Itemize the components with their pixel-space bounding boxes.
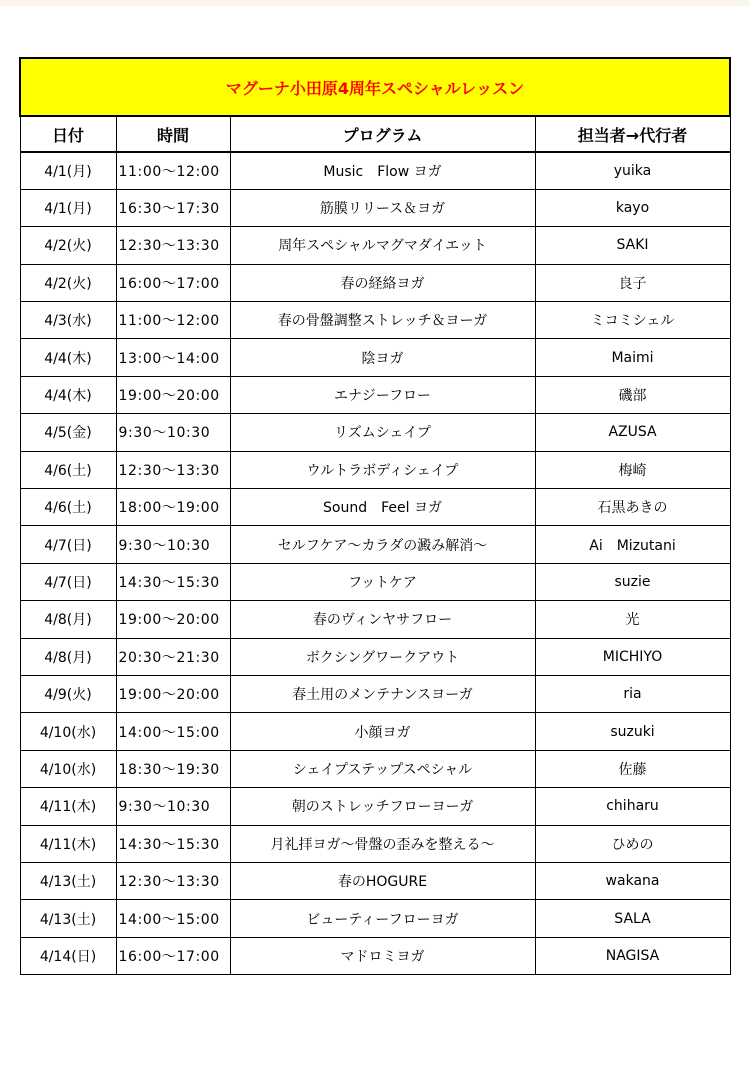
time-cell: 14:00～15:00 <box>116 713 230 750</box>
instructor-cell: suzie <box>535 563 730 600</box>
instructor-cell: Ai Mizutani <box>535 526 730 563</box>
table-row <box>20 937 730 974</box>
table-row <box>20 152 730 189</box>
table-row <box>20 825 730 862</box>
program-cell: ウルトラボディシェイプ <box>230 451 535 488</box>
date-cell: 4/9(火) <box>20 675 116 712</box>
date-cell: 4/10(水) <box>20 713 116 750</box>
date-cell: 4/3(水) <box>20 302 116 339</box>
table-row <box>20 339 730 376</box>
date-cell: 4/4(木) <box>20 339 116 376</box>
time-cell: 19:00～20:00 <box>116 601 230 638</box>
date-cell: 4/6(土) <box>20 451 116 488</box>
program-cell: 周年スペシャルマグマダイエット <box>230 227 535 264</box>
program-cell: リズムシェイプ <box>230 414 535 451</box>
program-cell: 春のヴィンヤサフロー <box>230 601 535 638</box>
program-cell: 月礼拝ヨガ～骨盤の歪みを整える～ <box>230 825 535 862</box>
time-cell: 12:30～13:30 <box>116 451 230 488</box>
header-row <box>20 116 730 152</box>
instructor-cell: wakana <box>535 862 730 899</box>
table-row <box>20 563 730 600</box>
table-row <box>20 601 730 638</box>
instructor-cell: AZUSA <box>535 414 730 451</box>
time-cell: 14:00～15:00 <box>116 900 230 937</box>
program-cell: セルフケア～カラダの澱み解消～ <box>230 526 535 563</box>
date-cell: 4/4(木) <box>20 376 116 413</box>
table-row <box>20 414 730 451</box>
time-cell: 9:30～10:30 <box>116 526 230 563</box>
table-row <box>20 376 730 413</box>
program-cell: シェイプステップスペシャル <box>230 750 535 787</box>
date-cell: 4/11(木) <box>20 788 116 825</box>
program-cell: 小顔ヨガ <box>230 713 535 750</box>
instructor-cell: Maimi <box>535 339 730 376</box>
time-cell: 12:30～13:30 <box>116 227 230 264</box>
table-row <box>20 451 730 488</box>
time-cell: 9:30～10:30 <box>116 788 230 825</box>
program-cell: 陰ヨガ <box>230 339 535 376</box>
instructor-cell: 梅崎 <box>535 451 730 488</box>
date-cell: 4/1(月) <box>20 189 116 226</box>
table-row <box>20 675 730 712</box>
instructor-cell: MICHIYO <box>535 638 730 675</box>
program-cell: ボクシングワークアウト <box>230 638 535 675</box>
date-cell: 4/6(土) <box>20 489 116 526</box>
table-row <box>20 713 730 750</box>
date-cell: 4/2(火) <box>20 227 116 264</box>
table-row <box>20 264 730 301</box>
instructor-cell: suzuki <box>535 713 730 750</box>
instructor-cell: ひめの <box>535 825 730 862</box>
time-cell: 11:00～12:00 <box>116 152 230 189</box>
instructor-cell: SAKI <box>535 227 730 264</box>
time-cell: 16:30～17:30 <box>116 189 230 226</box>
instructor-cell: yuika <box>535 152 730 189</box>
table-row <box>20 750 730 787</box>
top-strip <box>0 0 750 6</box>
time-cell: 20:30～21:30 <box>116 638 230 675</box>
program-cell: Music Flow ヨガ <box>230 152 535 189</box>
time-cell: 18:30～19:30 <box>116 750 230 787</box>
page-title: マグーナ小田原4周年スペシャルレッスン <box>20 58 730 116</box>
instructor-cell: NAGISA <box>535 937 730 974</box>
date-cell: 4/13(土) <box>20 862 116 899</box>
instructor-cell: 良子 <box>535 264 730 301</box>
program-cell: フットケア <box>230 563 535 600</box>
time-cell: 19:00～20:00 <box>116 675 230 712</box>
date-cell: 4/1(月) <box>20 152 116 189</box>
date-cell: 4/11(木) <box>20 825 116 862</box>
table-row <box>20 862 730 899</box>
date-cell: 4/7(日) <box>20 563 116 600</box>
table-row <box>20 900 730 937</box>
program-cell: 春土用のメンテナンスヨーガ <box>230 675 535 712</box>
time-cell: 14:30～15:30 <box>116 825 230 862</box>
table-row <box>20 189 730 226</box>
time-cell: 9:30～10:30 <box>116 414 230 451</box>
table-row <box>20 227 730 264</box>
table-row <box>20 489 730 526</box>
date-cell: 4/2(火) <box>20 264 116 301</box>
instructor-cell: ria <box>535 675 730 712</box>
time-column-header: 時間 <box>116 116 230 152</box>
date-cell: 4/8(月) <box>20 601 116 638</box>
instructor-column-header: 担当者→代行者 <box>535 116 730 152</box>
instructor-cell: 光 <box>535 601 730 638</box>
date-cell: 4/13(土) <box>20 900 116 937</box>
time-cell: 11:00～12:00 <box>116 302 230 339</box>
program-cell: Sound Feel ヨガ <box>230 489 535 526</box>
date-cell: 4/5(金) <box>20 414 116 451</box>
date-cell: 4/14(日) <box>20 937 116 974</box>
program-column-header: プログラム <box>230 116 535 152</box>
program-cell: マドロミヨガ <box>230 937 535 974</box>
time-cell: 18:00～19:00 <box>116 489 230 526</box>
lesson-schedule-table <box>19 57 731 975</box>
instructor-cell: 石黒あきの <box>535 489 730 526</box>
instructor-cell: chiharu <box>535 788 730 825</box>
time-cell: 16:00～17:00 <box>116 937 230 974</box>
time-cell: 14:30～15:30 <box>116 563 230 600</box>
instructor-cell: 佐藤 <box>535 750 730 787</box>
instructor-cell: ミコミシェル <box>535 302 730 339</box>
time-cell: 13:00～14:00 <box>116 339 230 376</box>
program-cell: 朝のストレッチフローヨーガ <box>230 788 535 825</box>
date-cell: 4/7(日) <box>20 526 116 563</box>
program-cell: 春の骨盤調整ストレッチ＆ヨーガ <box>230 302 535 339</box>
program-cell: 春のHOGURE <box>230 862 535 899</box>
time-cell: 12:30～13:30 <box>116 862 230 899</box>
table-row <box>20 526 730 563</box>
program-cell: エナジーフロー <box>230 376 535 413</box>
instructor-cell: 磯部 <box>535 376 730 413</box>
title-row <box>20 58 730 116</box>
date-cell: 4/8(月) <box>20 638 116 675</box>
instructor-cell: SALA <box>535 900 730 937</box>
program-cell: 春の経絡ヨガ <box>230 264 535 301</box>
time-cell: 16:00～17:00 <box>116 264 230 301</box>
instructor-cell: kayo <box>535 189 730 226</box>
date-column-header: 日付 <box>20 116 116 152</box>
table-row <box>20 638 730 675</box>
schedule-body <box>20 152 730 975</box>
table-row <box>20 302 730 339</box>
program-cell: 筋膜リリース＆ヨガ <box>230 189 535 226</box>
date-cell: 4/10(水) <box>20 750 116 787</box>
time-cell: 19:00～20:00 <box>116 376 230 413</box>
table-row <box>20 788 730 825</box>
program-cell: ビューティーフローヨガ <box>230 900 535 937</box>
